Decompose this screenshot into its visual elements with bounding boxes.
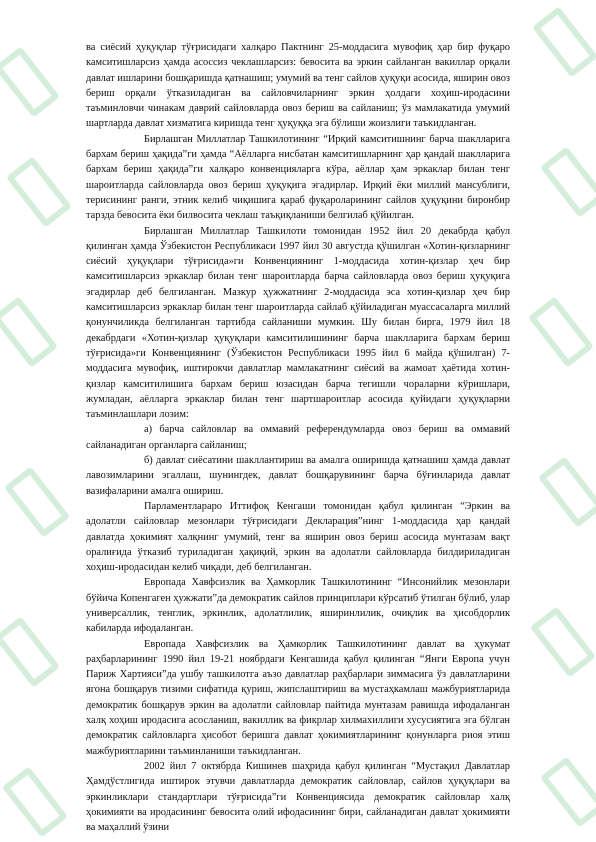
watermark-stamp [0, 46, 60, 117]
document-page [86, 40, 510, 835]
watermark-stamp [540, 756, 596, 827]
watermark-strip-left [0, 0, 60, 842]
watermark-stamp [6, 156, 72, 227]
paragraph: Европада Хавфсизлик ва Ҳамкорлик Ташкилотининг “Инсонийлик мезонлари бўйича Копенгаген ҳужжати”да демократик сайлов принциплари кўрсатиб ўтилган бўлиб, улар универсаллик, тенглик, эркинлик, адолатлилик, яширинлилик, очиқлик ва ҳисобдорлик кабиларда ифодаланган. [86, 577, 510, 635]
watermark-stamp [530, 606, 596, 677]
watermark-stamp [540, 146, 596, 217]
paragraph: б) давлат сиёсатини шакллантириш ва амалга оширишда қатнашиш ҳамда давлат лавозимларини эгаллаш, шунингдек, давлат бошқарувининг барча бўғинларида давлат вазифаларини амалга ошириш. [86, 455, 510, 497]
document-body [86, 40, 510, 835]
paragraph: а) барча сайловлар ва оммавий референдумларда овоз бериш ва оммавий сайланадиган органларга сайланиш; [86, 424, 510, 451]
paragraph: 2002 йил 7 октябрда Кишинев шаҳрида қабул қилинган “Мустақил Давлатлар Ҳамдўстлигида иштирок этувчи давлатларда демократик сайловлар, сайлов ҳуқуқлари ва эркинликлари стандартлари тўғрисида”ги Конвенциясида демократик сайловлар халқ ҳокимияти ва иродасининг бевосита олий ифодасининг бири, сайланадиган давлат ҳокимияти ва маҳаллий ўзини [86, 760, 510, 834]
paragraph: Бирлашган Миллатлар Ташкилотининг “Ирқий камситишнинг барча шаклларига бархам бериш ҳақида”ги ҳамда “Аёлларга нисбатан камситишларнинг ҳар қандай шаклларига бархам бериш ҳақида”ги халқаро конвенцияларга кўра, аёллар ҳам эркаклар билан тенг шароитларда сайловларда овоз бериш ҳуқуқига эгадирлар. Ирқий ёки миллий мансублиги, терисининг ранги, этник келиб чиқишига қараб фуқароларининг сайлов ҳуқуқини биронбир тарзда бевосита ёки билвосита чеклаш таъқиқланиши белгилаб қўйилган. [86, 133, 510, 222]
watermark-stamp [4, 466, 70, 537]
watermark-stamp [0, 296, 58, 367]
watermark-stamp [2, 766, 68, 837]
watermark-strip-right [536, 0, 596, 842]
watermark-stamp [532, 6, 596, 77]
paragraph: Европада Хавфсизлик ва Ҳамкорлик Ташкилотининг давлат ва ҳукумат раҳбарларининг 1990 йил 19-21 ноябрдаги Кенгашида қабул қилинган “Янги Европа учун Париж Хартияси”да ушбу ташкилотга аъзо давлатлар раҳбарлари зиммасига ўз давлатларини ягона бошқарув тизими сифатида қуриш, жипслаштириш ва мустаҳкамлаш мажбуриятларида демократик бошқарув эркин ва адолатли сайловлар пайтида мунтазам равишда ифодаланган халқ хоҳиш иродасига асосланиш, вакиллик ва фикрлар хилмахиллиги хусусиятига эга бўлган демократик сайловларга ҳисобот беришга давлат ҳокимиятларининг қонунларга риоя этиш мажбуриятларини таъминланиши таъкидланган. [86, 638, 510, 757]
watermark-stamp [0, 616, 60, 687]
watermark-stamp [538, 456, 596, 527]
paragraph: ва сиёсий ҳуқуқлар тўғрисидаги халқаро Пактнинг 25-моддасига мувофиқ ҳар бир фуқаро камситишларсиз ҳамда асоссиз чеклашларсиз: бевосита ва эркин сайланган вакиллар орқали давлат ишларини бошқаришда қатнашиш; умумий ва тенг сайлов ҳуқуқи асосида, яширин овоз бериш орқали ўтказиладиган ва сайловчиларнинг эркин ҳолдаги хоҳиш-иродасини таъминловчи чинакам даврий сайловларда овоз бериш ва сайланиш; ўз мамлакатида умумий шартларда давлат хизматига киришда тенг ҳуқуққа эга бўлиши жоизлиги таъкидланган. [86, 42, 510, 130]
paragraph: Парламентлараро Иттифоқ Кенгаши томонидан қабул қилинган “Эркин ва адолатли сайловлар мезонлари тўғрисидаги Декларация”нинг 1-моддасида ҳар қандай давлатда ҳокимият халқнинг умумий, тенг ва яширин овоз бериш асосида мунтазам вақт оралиғида ўтказиб туриладиган ҳақиқий, эркин ва адолатли сайловларда билдириладиган хоҳиш-иродасидан келиб чиқади, деб белгиланган. [86, 500, 510, 574]
paragraph: Бирлашган Миллатлар Ташкилоти томонидан 1952 йил 20 декабрда қабул қилинган ҳамда Ўзбекистон Республикаси 1997 йил 30 августда қўшилган «Хотин-қизларнинг сиёсий ҳуқуқлари тўғрисида»ги Конвенциянинг 1-моддасида хотин-қизлар ҳеч бир камситишларсиз эркаклар билан тенг шароитларда барча сайловларда овоз бериш ҳуқуқига эгадирлар деб белгиланган. Мазкур ҳужжатнинг 2-моддасида эса хотин-қизлар ҳеч бир камситишларсиз эркаклар билан тенг шароитларда сайлаб қўйиладиган муассасаларга миллий қонунчиликда белгиланган тартибда сайланиши мумкин. Шу билан бирга, 1979 йил 18 декабрдаги «Хотин-қизлар ҳуқуқлари камситилишининг барча шаклларига бархам бериш тўғрисида»ги Конвенциянинг (Ўзбекистон Республикаси 1995 йил 6 майда қўшилган) 7-моддасига мувофиқ, иштирокчи давлатлар мамлакатнинг сиёсий ва жамоат ҳаётида хотин-қизлар камситилишига бархам бериш юзасидан барча тегишли чораларни кўришлари, жумладан, аёлларга эркаклар билан тенг шартшароитлар асосида қуйидаги ҳуқуқларни таъминлашлари лозим: [86, 225, 510, 421]
watermark-stamp [528, 296, 594, 367]
